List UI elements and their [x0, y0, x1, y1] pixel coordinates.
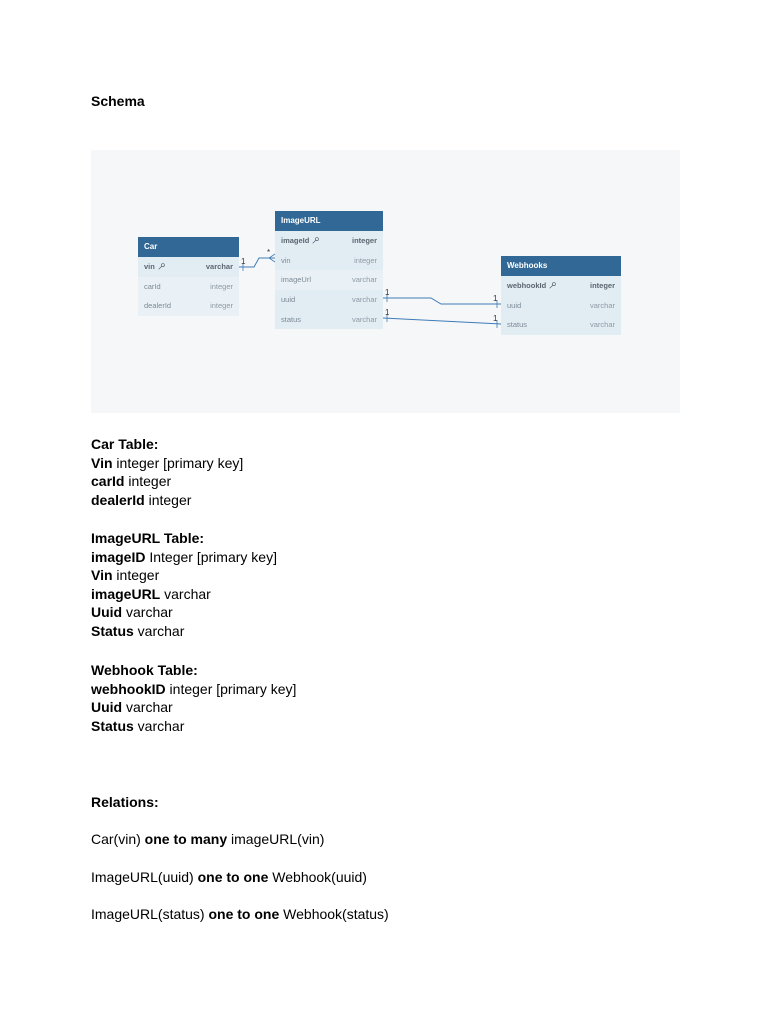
field-name: carId [91, 473, 125, 490]
relations-heading: Relations: [91, 794, 159, 810]
field-desc: integer [124, 473, 172, 490]
field-desc: integer [primary key] [112, 454, 244, 471]
column-name: vin [281, 255, 291, 265]
column-type: integer [589, 281, 615, 290]
relation-label: 1 [241, 257, 246, 266]
relation-line-uuid[interactable] [383, 298, 501, 304]
relation-line-status[interactable] [383, 318, 501, 324]
field-name: imageURL [91, 585, 161, 602]
relation-label: 1 [493, 314, 498, 323]
field-line [91, 491, 243, 510]
imageurl-table-section [91, 529, 277, 641]
column-type: varchar [205, 262, 233, 271]
field-name: Uuid [91, 699, 123, 716]
webhook-table-section [91, 661, 296, 735]
column-name: status [281, 314, 302, 324]
column-type: integer [210, 281, 233, 291]
field-name: dealerId [91, 491, 145, 508]
field-desc: varchar [160, 585, 211, 602]
section-heading: Car Table: [91, 436, 159, 452]
relation-item: ImageURL(uuid) one to one Webhook(uuid) [91, 869, 367, 885]
field-desc: integer [144, 491, 192, 508]
column-name: vin [144, 262, 155, 271]
column-name: dealerId [144, 301, 172, 311]
field-desc: integer [112, 567, 160, 584]
table-webhooks-header[interactable]: Webhooks [501, 256, 621, 276]
schema-diagram [91, 150, 680, 413]
field-name: Vin [91, 454, 113, 471]
field-desc: integer [primary key] [165, 680, 297, 697]
column-type: varchar [351, 314, 377, 324]
page-title: Schema [91, 93, 145, 109]
field-desc: varchar [122, 699, 173, 716]
field-desc: varchar [122, 604, 173, 621]
field-desc: varchar [133, 622, 185, 639]
field-name: imageID [91, 548, 146, 565]
section-heading: Webhook Table: [91, 662, 198, 678]
column-name: uuid [281, 295, 296, 305]
field-line [91, 585, 277, 604]
field-line [91, 454, 243, 473]
relation-label: 1 [493, 294, 498, 303]
field-name: Vin [91, 567, 113, 584]
field-line [91, 622, 277, 641]
column-name: uuid [507, 300, 522, 310]
field-line [91, 717, 296, 736]
relation-label: 1 [385, 288, 390, 297]
column-type: varchar [589, 320, 615, 330]
table-car-header[interactable]: Car [138, 237, 239, 257]
relation-item: Car(vin) one to many imageURL(vin) [91, 831, 325, 847]
field-desc: Integer [primary key] [145, 548, 277, 565]
column-name: imageId [281, 236, 310, 245]
column-name: imageUrl [281, 275, 312, 285]
column-type: integer [351, 236, 377, 245]
column-type: varchar [351, 275, 377, 285]
column-type: varchar [351, 295, 377, 305]
column-type: varchar [589, 300, 615, 310]
field-line [91, 566, 277, 585]
car-table-section [91, 435, 243, 509]
field-desc: varchar [133, 717, 185, 734]
relation-label: 1 [385, 308, 390, 317]
column-type: integer [354, 255, 377, 265]
field-line [91, 698, 296, 717]
column-type: integer [210, 301, 233, 311]
field-line [91, 472, 243, 491]
relation-lines [91, 150, 680, 413]
field-line [91, 603, 277, 622]
field-name: Status [91, 717, 134, 734]
section-heading: ImageURL Table: [91, 530, 205, 546]
field-line [91, 548, 277, 567]
table-imageurl-header[interactable]: ImageURL [275, 211, 383, 231]
field-name: Uuid [91, 604, 123, 621]
field-name: Status [91, 622, 134, 639]
relation-item: ImageURL(status) one to one Webhook(status) [91, 906, 389, 922]
field-name: webhookID [91, 680, 166, 697]
relation-label: * [267, 248, 271, 257]
column-name: carId [144, 281, 161, 291]
column-name: webhookId [507, 281, 547, 290]
field-line [91, 680, 296, 699]
column-name: status [507, 320, 528, 330]
